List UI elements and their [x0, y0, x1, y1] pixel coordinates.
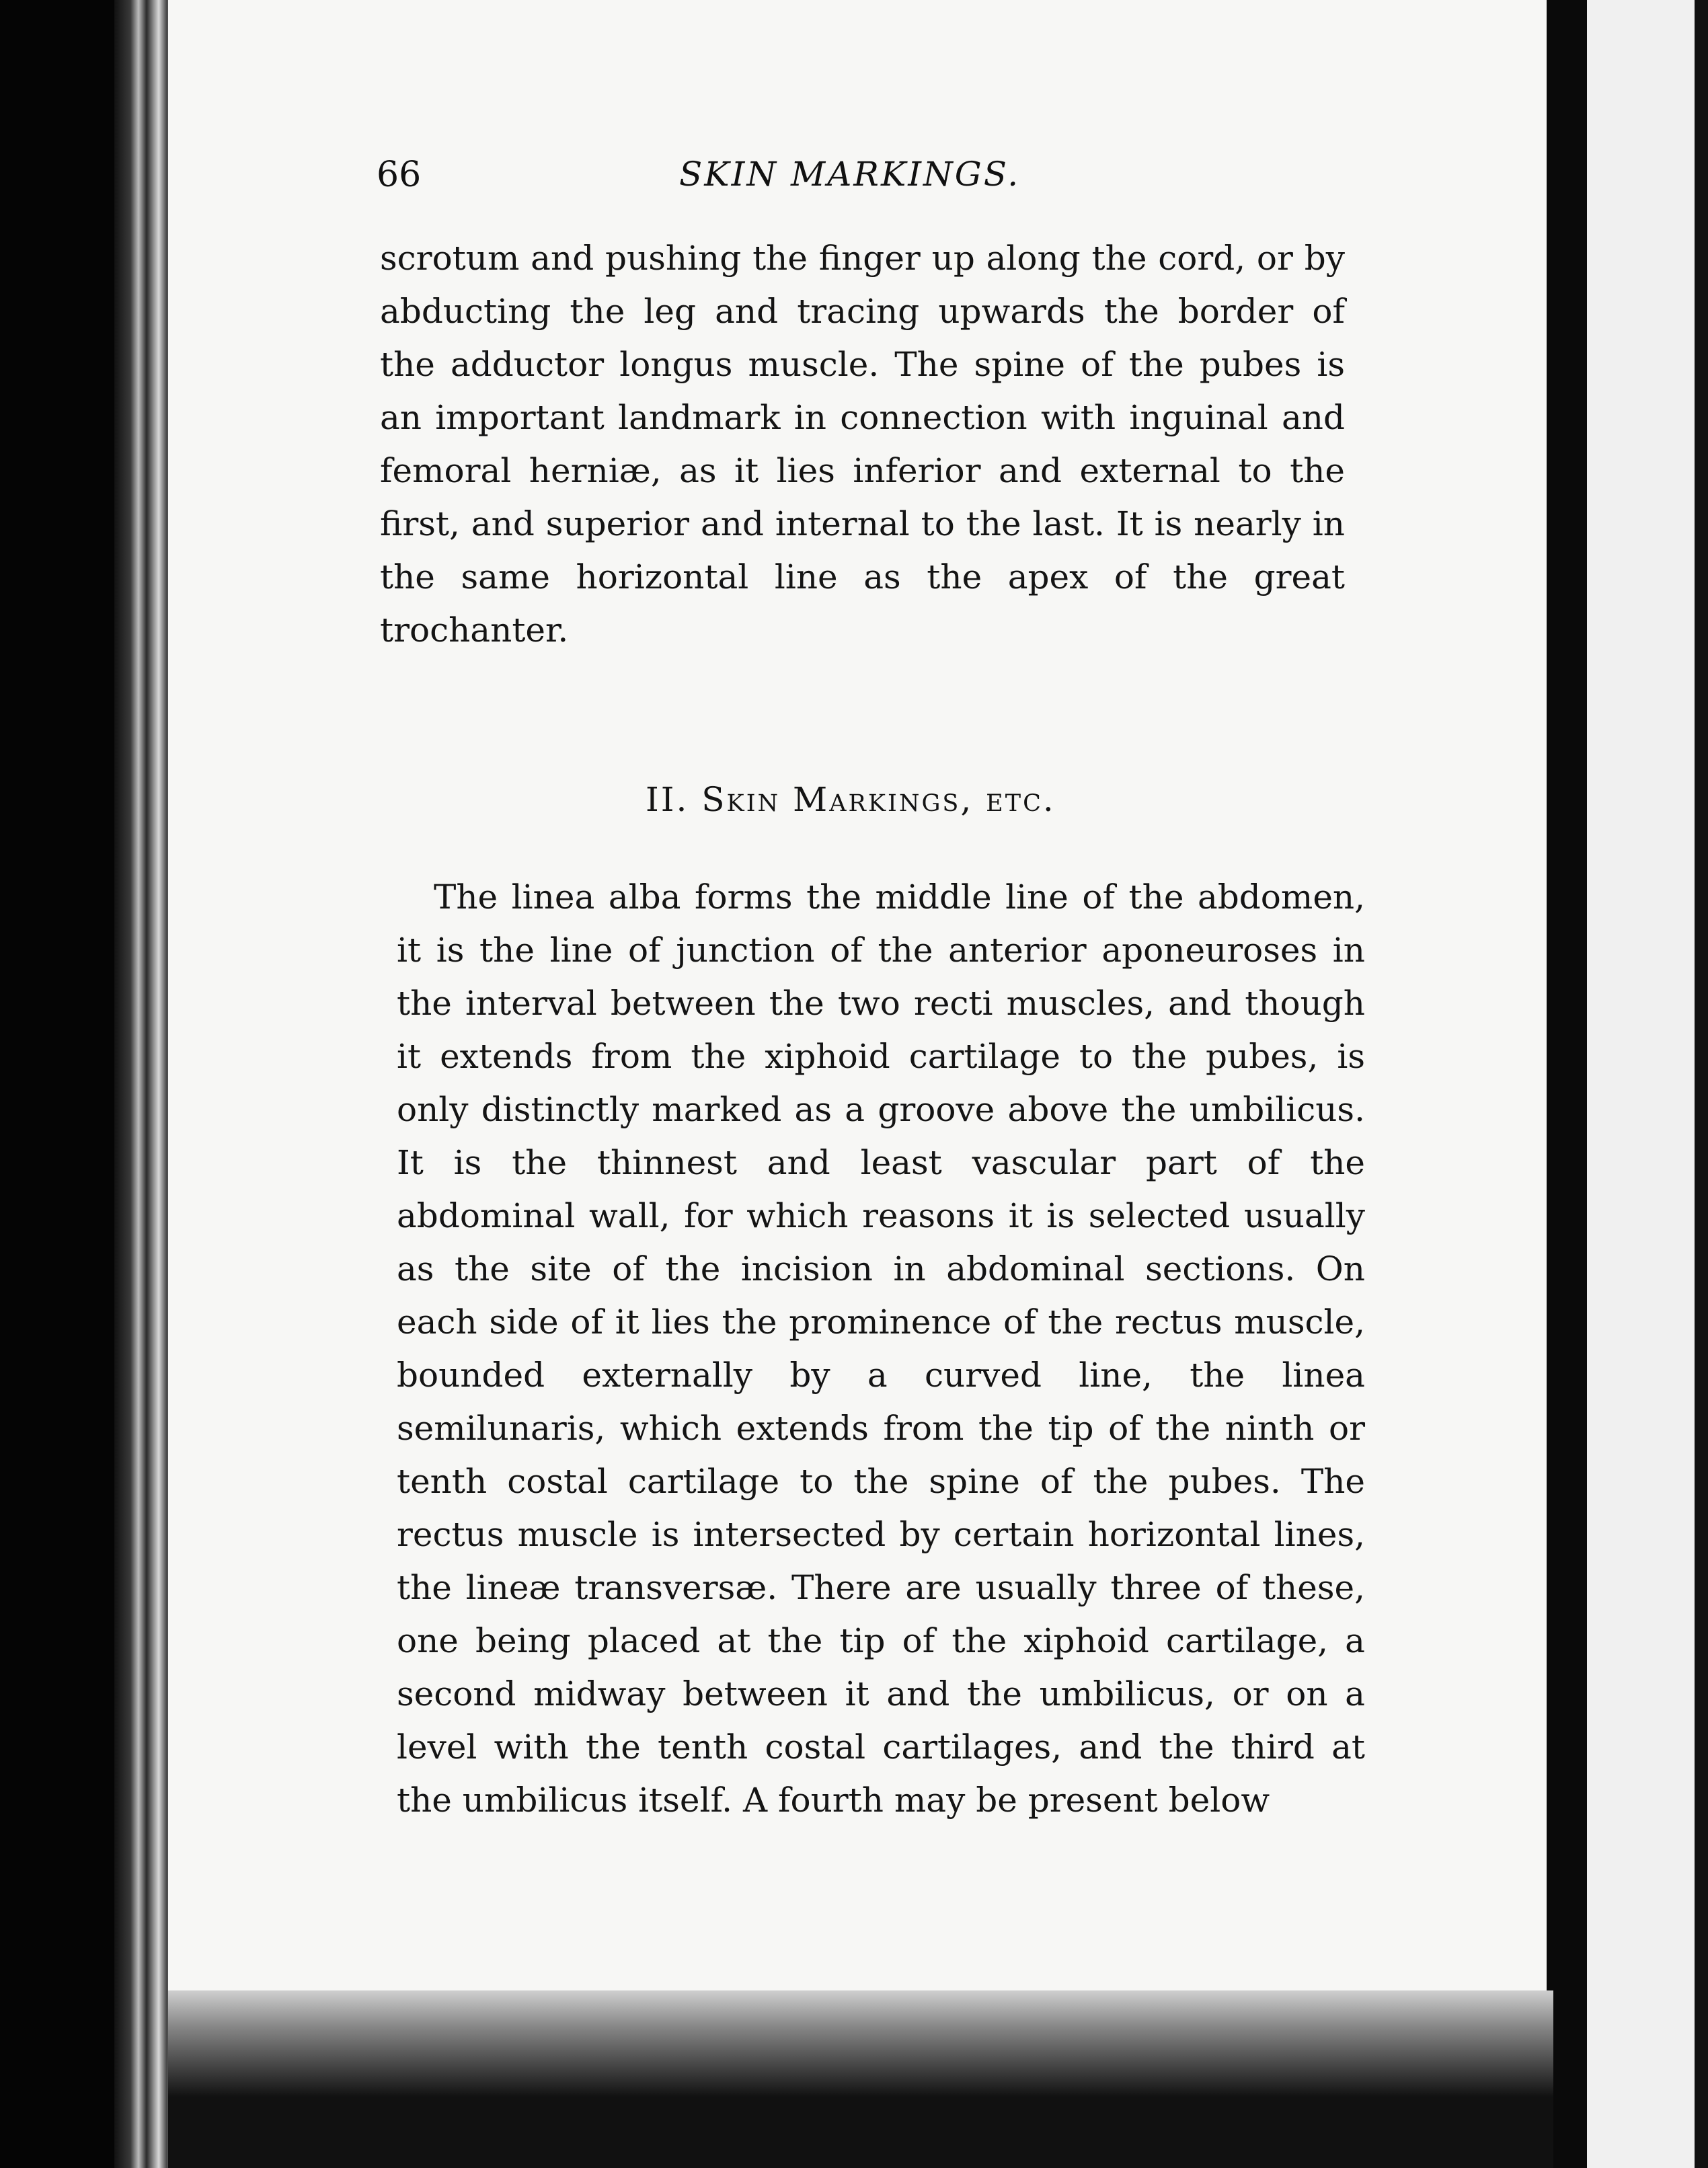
binding-gutter [1547, 0, 1587, 2168]
section-heading: II. Skin Markings, etc. [646, 780, 1056, 819]
page-header [377, 155, 1331, 208]
paragraph-linea-alba: The linea alba forms the middle line of the abdomen, it is the line of junction of the anterior aponeuroses in the interval between the two recti muscles, and though it extends from the xiphoid cartilage to the pubes, is only distinctly marked as a groove above the umbilicus. It is the thinnest and least vascular part of the abdominal wall, for which reasons it is selected usually as the site of the incision in abdominal sections. On each side of it lies the prominence of the rectus muscle, bounded externally by a curved line, the linea semilunaris, which extends from the tip of the ninth or tenth costal cartilage to the spine of the pubes. The rectus muscle is intersected by certain horizontal lines, the lineæ transversæ. There are usually three of these, one being placed at the tip of the xiphoid cartilage, a second midway between it and the umbilicus, or on a level with the tenth costal cartilages, and the third at the umbilicus itself. A fourth may be present below [397, 878, 1365, 1820]
scan-border [1695, 0, 1708, 2168]
paragraph-continued: scrotum and pushing the finger up along the cord, or by abducting the leg and tracing upwards the border of the adductor longus muscle. The spine of the pubes is an important landmark in connection with inguinal and femoral herniæ, as it lies inferior and external to the first, and superior and internal to the last. It is nearly in the same horizontal line as the apex of the great trochanter. [380, 239, 1345, 650]
bottom-shadow [168, 1990, 1553, 2168]
running-head: SKIN MARKINGS. [679, 155, 1021, 194]
page-number: 66 [377, 155, 422, 195]
facing-page-edge [1587, 0, 1708, 2168]
